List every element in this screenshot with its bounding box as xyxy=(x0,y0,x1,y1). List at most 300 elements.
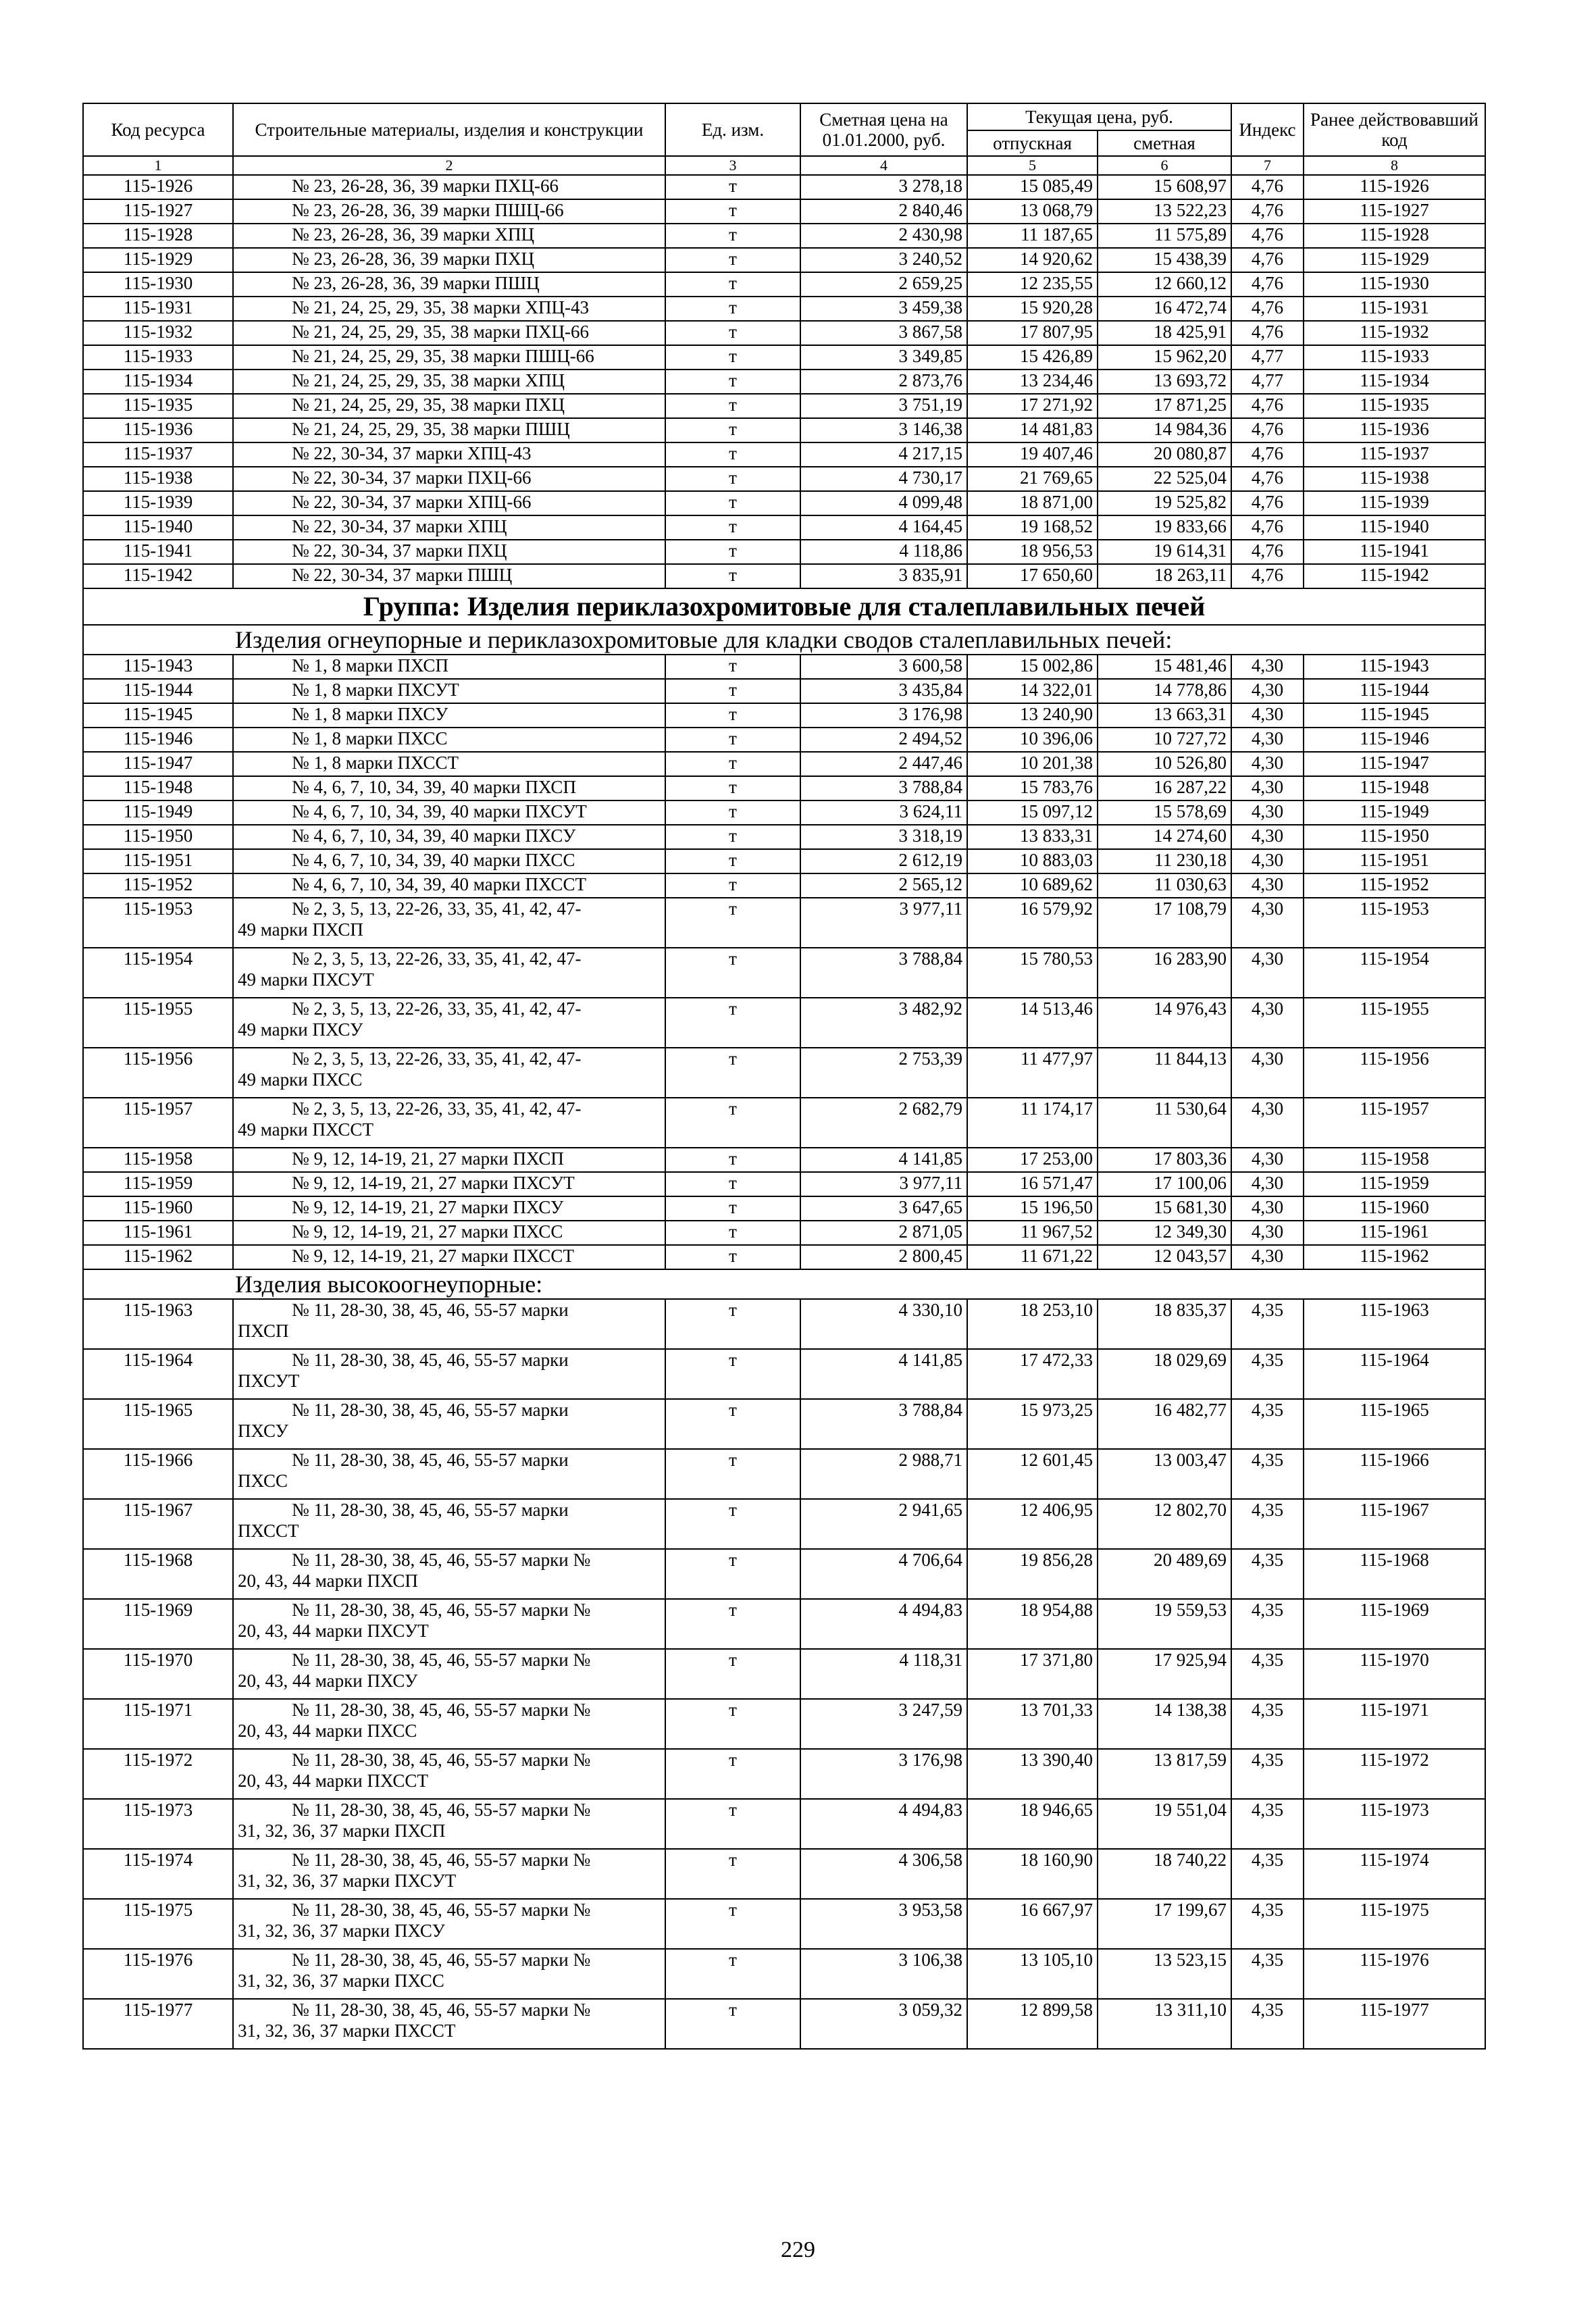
index-cell: 4,35 xyxy=(1231,1449,1304,1499)
table-row xyxy=(83,1196,1485,1221)
previous-code-cell: 115-1961 xyxy=(1304,1221,1485,1245)
release-price-cell: 15 426,89 xyxy=(967,345,1098,370)
material-name-cell xyxy=(233,491,665,515)
estimate-price-cell: 13 311,10 xyxy=(1098,1999,1231,2049)
index-cell: 4,76 xyxy=(1231,394,1304,418)
material-name-cell xyxy=(233,1349,665,1399)
material-name-line: № 22, 30-34, 37 марки ПХЦ xyxy=(292,540,507,561)
material-name-line: № 1, 8 марки ПХССТ xyxy=(292,753,459,773)
release-price-cell: 11 967,52 xyxy=(967,1221,1098,1245)
table-row xyxy=(83,175,1485,199)
material-name-continuation: ПХСП xyxy=(238,1321,289,1341)
column-number: 4 xyxy=(800,156,967,175)
resource-code-cell: 115-1935 xyxy=(83,394,233,418)
release-price-cell: 15 085,49 xyxy=(967,175,1098,199)
base-price-cell: 3 788,84 xyxy=(800,948,967,998)
unit-cell: т xyxy=(665,297,800,321)
material-name-line: № 11, 28-30, 38, 45, 46, 55-57 марки xyxy=(292,1400,569,1420)
section-high-refractory-rows xyxy=(83,1299,1485,2049)
base-price-cell: 4 330,10 xyxy=(800,1299,967,1349)
table-row xyxy=(83,1172,1485,1196)
release-price-cell: 13 833,31 xyxy=(967,825,1098,849)
material-name-cell xyxy=(233,1221,665,1245)
index-cell: 4,76 xyxy=(1231,540,1304,564)
unit-cell: т xyxy=(665,272,800,297)
material-name-line: № 22, 30-34, 37 марки ПШЦ xyxy=(292,565,513,585)
resource-code-cell: 115-1976 xyxy=(83,1949,233,1999)
release-price-cell: 13 240,90 xyxy=(967,703,1098,728)
previous-code-cell: 115-1943 xyxy=(1304,655,1485,679)
material-name-cell xyxy=(233,1048,665,1098)
estimate-price-cell: 14 778,86 xyxy=(1098,679,1231,703)
unit-cell: т xyxy=(665,1349,800,1399)
material-name-line: № 21, 24, 25, 29, 35, 38 марки ПШЦ xyxy=(292,419,570,439)
resource-code-cell: 115-1974 xyxy=(83,1849,233,1899)
material-name-cell xyxy=(233,394,665,418)
material-name-cell xyxy=(233,1245,665,1269)
index-cell: 4,77 xyxy=(1231,370,1304,394)
material-name-cell xyxy=(233,345,665,370)
base-price-cell: 3 482,92 xyxy=(800,998,967,1048)
header-release-price: отпускная xyxy=(967,130,1098,156)
material-name-cell xyxy=(233,199,665,224)
table-row xyxy=(83,199,1485,224)
material-name-continuation: 20, 43, 44 марки ПХСУ xyxy=(238,1671,418,1691)
unit-cell: т xyxy=(665,491,800,515)
previous-code-cell: 115-1941 xyxy=(1304,540,1485,564)
material-name-cell xyxy=(233,752,665,776)
resource-code-cell: 115-1977 xyxy=(83,1999,233,2049)
resource-code-cell: 115-1966 xyxy=(83,1449,233,1499)
estimate-price-cell: 18 029,69 xyxy=(1098,1349,1231,1399)
material-name-line: № 23, 26-28, 36, 39 марки ПШЦ-66 xyxy=(292,200,564,220)
material-name-line: № 23, 26-28, 36, 39 марки ПХЦ xyxy=(292,249,534,269)
table-row xyxy=(83,1699,1485,1749)
previous-code-cell: 115-1971 xyxy=(1304,1699,1485,1749)
index-cell: 4,76 xyxy=(1231,248,1304,272)
base-price-cell: 3 835,91 xyxy=(800,564,967,588)
unit-cell: т xyxy=(665,703,800,728)
base-price-cell: 2 565,12 xyxy=(800,873,967,898)
material-name-cell xyxy=(233,370,665,394)
resource-code-cell: 115-1939 xyxy=(83,491,233,515)
previous-code-cell: 115-1954 xyxy=(1304,948,1485,998)
material-name-cell xyxy=(233,1749,665,1799)
index-cell: 4,30 xyxy=(1231,703,1304,728)
unit-cell: т xyxy=(665,1048,800,1098)
material-name-cell xyxy=(233,1399,665,1449)
material-name-line: № 11, 28-30, 38, 45, 46, 55-57 марки № xyxy=(292,1600,591,1620)
material-name-line: № 1, 8 марки ПХСУ xyxy=(292,704,448,724)
material-name-line: № 11, 28-30, 38, 45, 46, 55-57 марки № xyxy=(292,1650,591,1670)
previous-code-cell: 115-1964 xyxy=(1304,1349,1485,1399)
material-name-cell xyxy=(233,1449,665,1499)
table-row xyxy=(83,1399,1485,1449)
index-cell: 4,76 xyxy=(1231,199,1304,224)
base-price-cell: 4 118,31 xyxy=(800,1649,967,1699)
estimate-price-cell: 14 976,43 xyxy=(1098,998,1231,1048)
table-row xyxy=(83,1749,1485,1799)
base-price-cell: 3 647,65 xyxy=(800,1196,967,1221)
unit-cell: т xyxy=(665,370,800,394)
index-cell: 4,30 xyxy=(1231,1098,1304,1148)
resource-code-cell: 115-1965 xyxy=(83,1399,233,1449)
release-price-cell: 17 271,92 xyxy=(967,394,1098,418)
estimate-price-cell: 10 526,80 xyxy=(1098,752,1231,776)
estimate-price-cell: 19 551,04 xyxy=(1098,1799,1231,1849)
material-name-line: № 21, 24, 25, 29, 35, 38 марки ПШЦ-66 xyxy=(292,346,594,366)
index-cell: 4,30 xyxy=(1231,728,1304,752)
material-name-cell xyxy=(233,800,665,825)
resource-code-cell: 115-1957 xyxy=(83,1098,233,1148)
release-price-cell: 17 807,95 xyxy=(967,321,1098,345)
resource-code-cell: 115-1952 xyxy=(83,873,233,898)
resource-code-cell: 115-1934 xyxy=(83,370,233,394)
material-name-line: № 11, 28-30, 38, 45, 46, 55-57 марки № xyxy=(292,1850,591,1870)
previous-code-cell: 115-1970 xyxy=(1304,1649,1485,1699)
material-name-line: № 22, 30-34, 37 марки ХПЦ-66 xyxy=(292,492,532,512)
release-price-cell: 15 196,50 xyxy=(967,1196,1098,1221)
previous-code-cell: 115-1972 xyxy=(1304,1749,1485,1799)
estimate-price-cell: 11 030,63 xyxy=(1098,873,1231,898)
material-name-line: № 9, 12, 14-19, 21, 27 марки ПХССТ xyxy=(292,1246,574,1266)
material-name-line: № 1, 8 марки ПХСУТ xyxy=(292,680,459,700)
index-cell: 4,30 xyxy=(1231,679,1304,703)
group-heading: Группа: Изделия периклазохромитовые для сталеплавильных печей xyxy=(83,588,1485,625)
material-name-cell xyxy=(233,1849,665,1899)
estimate-price-cell: 13 693,72 xyxy=(1098,370,1231,394)
previous-code-cell: 115-1936 xyxy=(1304,418,1485,442)
unit-cell: т xyxy=(665,1949,800,1999)
table-header xyxy=(83,103,1485,175)
column-number: 2 xyxy=(233,156,665,175)
estimate-price-cell: 15 578,69 xyxy=(1098,800,1231,825)
material-name-line: № 4, 6, 7, 10, 34, 39, 40 марки ПХСУТ xyxy=(292,801,587,821)
unit-cell: т xyxy=(665,1299,800,1349)
base-price-cell: 4 164,45 xyxy=(800,515,967,540)
material-name-line: № 11, 28-30, 38, 45, 46, 55-57 марки xyxy=(292,1450,569,1470)
subgroup-heading: Изделия высокоогнеупорные: xyxy=(83,1269,1485,1299)
unit-cell: т xyxy=(665,175,800,199)
previous-code-cell: 115-1933 xyxy=(1304,345,1485,370)
header-base-price: Сметная цена на 01.01.2000, руб. xyxy=(800,103,967,156)
unit-cell: т xyxy=(665,224,800,248)
material-name-cell xyxy=(233,776,665,800)
table-row xyxy=(83,1649,1485,1699)
release-price-cell: 18 871,00 xyxy=(967,491,1098,515)
material-name-continuation: 20, 43, 44 марки ПХСС xyxy=(238,1721,417,1741)
resource-code-cell: 115-1954 xyxy=(83,948,233,998)
release-price-cell: 15 780,53 xyxy=(967,948,1098,998)
unit-cell: т xyxy=(665,800,800,825)
resource-code-cell: 115-1955 xyxy=(83,998,233,1048)
base-price-cell: 4 099,48 xyxy=(800,491,967,515)
resource-code-cell: 115-1943 xyxy=(83,655,233,679)
previous-code-cell: 115-1957 xyxy=(1304,1098,1485,1148)
index-cell: 4,35 xyxy=(1231,1599,1304,1649)
column-number: 1 xyxy=(83,156,233,175)
material-name-line: № 11, 28-30, 38, 45, 46, 55-57 марки № xyxy=(292,1700,591,1720)
column-number: 6 xyxy=(1098,156,1231,175)
material-name-line: № 2, 3, 5, 13, 22-26, 33, 35, 41, 42, 47- xyxy=(292,948,582,969)
base-price-cell: 2 873,76 xyxy=(800,370,967,394)
previous-code-cell: 115-1948 xyxy=(1304,776,1485,800)
base-price-cell: 3 600,58 xyxy=(800,655,967,679)
material-name-continuation: ПХСУТ xyxy=(238,1371,300,1391)
unit-cell: т xyxy=(665,849,800,873)
unit-cell: т xyxy=(665,1098,800,1148)
table-row xyxy=(83,491,1485,515)
base-price-cell: 2 494,52 xyxy=(800,728,967,752)
material-name-continuation: ПХСУ xyxy=(238,1421,288,1441)
index-cell: 4,76 xyxy=(1231,515,1304,540)
material-name-cell xyxy=(233,1196,665,1221)
resource-code-cell: 115-1927 xyxy=(83,199,233,224)
unit-cell: т xyxy=(665,752,800,776)
base-price-cell: 4 494,83 xyxy=(800,1799,967,1849)
estimate-price-cell: 14 138,38 xyxy=(1098,1699,1231,1749)
estimate-price-cell: 14 984,36 xyxy=(1098,418,1231,442)
index-cell: 4,35 xyxy=(1231,1549,1304,1599)
unit-cell: т xyxy=(665,1499,800,1549)
previous-code-cell: 115-1956 xyxy=(1304,1048,1485,1098)
base-price-cell: 4 141,85 xyxy=(800,1349,967,1399)
column-number-row xyxy=(83,156,1485,175)
estimate-price-cell: 17 803,36 xyxy=(1098,1148,1231,1172)
previous-code-cell: 115-1955 xyxy=(1304,998,1485,1048)
resource-code-cell: 115-1972 xyxy=(83,1749,233,1799)
base-price-cell: 4 494,83 xyxy=(800,1599,967,1649)
unit-cell: т xyxy=(665,394,800,418)
base-price-cell: 2 871,05 xyxy=(800,1221,967,1245)
release-price-cell: 10 883,03 xyxy=(967,849,1098,873)
base-price-cell: 2 840,46 xyxy=(800,199,967,224)
previous-code-cell: 115-1967 xyxy=(1304,1499,1485,1549)
estimate-price-cell: 12 043,57 xyxy=(1098,1245,1231,1269)
index-cell: 4,35 xyxy=(1231,1799,1304,1849)
release-price-cell: 14 513,46 xyxy=(967,998,1098,1048)
material-name-line: № 4, 6, 7, 10, 34, 39, 40 марки ПХСП xyxy=(292,777,576,797)
base-price-cell: 2 988,71 xyxy=(800,1449,967,1499)
material-name-line: № 23, 26-28, 36, 39 марки ХПЦ xyxy=(292,224,534,245)
unit-cell: т xyxy=(665,898,800,948)
previous-code-cell: 115-1930 xyxy=(1304,272,1485,297)
estimate-price-cell: 13 003,47 xyxy=(1098,1449,1231,1499)
estimate-price-cell: 17 100,06 xyxy=(1098,1172,1231,1196)
index-cell: 4,30 xyxy=(1231,752,1304,776)
estimate-price-cell: 18 425,91 xyxy=(1098,321,1231,345)
resource-code-cell: 115-1932 xyxy=(83,321,233,345)
material-name-line: № 21, 24, 25, 29, 35, 38 марки ХПЦ xyxy=(292,370,565,390)
material-name-line: № 9, 12, 14-19, 21, 27 марки ПХСУТ xyxy=(292,1173,575,1193)
table-row xyxy=(83,564,1485,588)
estimate-price-cell: 17 925,94 xyxy=(1098,1649,1231,1699)
table-row xyxy=(83,948,1485,998)
unit-cell: т xyxy=(665,1899,800,1949)
material-name-line: № 11, 28-30, 38, 45, 46, 55-57 марки № xyxy=(292,1900,591,1920)
estimate-price-cell: 15 481,46 xyxy=(1098,655,1231,679)
release-price-cell: 11 187,65 xyxy=(967,224,1098,248)
material-name-cell xyxy=(233,1899,665,1949)
subgroup-2-section xyxy=(83,1269,1485,1299)
previous-code-cell: 115-1966 xyxy=(1304,1449,1485,1499)
header-resource-code: Код ресурса xyxy=(83,103,233,156)
table-row xyxy=(83,1799,1485,1849)
index-cell: 4,30 xyxy=(1231,1196,1304,1221)
material-name-line: № 11, 28-30, 38, 45, 46, 55-57 марки xyxy=(292,1500,569,1520)
base-price-cell: 2 659,25 xyxy=(800,272,967,297)
estimate-price-cell: 11 230,18 xyxy=(1098,849,1231,873)
table-row xyxy=(83,1849,1485,1899)
base-price-cell: 2 612,19 xyxy=(800,849,967,873)
release-price-cell: 17 650,60 xyxy=(967,564,1098,588)
table-row xyxy=(83,728,1485,752)
resource-code-cell: 115-1930 xyxy=(83,272,233,297)
base-price-cell: 2 800,45 xyxy=(800,1245,967,1269)
base-price-cell: 2 941,65 xyxy=(800,1499,967,1549)
unit-cell: т xyxy=(665,540,800,564)
section-vault-rows xyxy=(83,655,1485,1269)
material-name-continuation: 20, 43, 44 марки ПХСП xyxy=(238,1571,418,1591)
release-price-cell: 14 481,83 xyxy=(967,418,1098,442)
table-row xyxy=(83,321,1485,345)
resource-code-cell: 115-1944 xyxy=(83,679,233,703)
base-price-cell: 4 141,85 xyxy=(800,1148,967,1172)
resource-code-cell: 115-1929 xyxy=(83,248,233,272)
index-cell: 4,76 xyxy=(1231,297,1304,321)
resource-code-cell: 115-1926 xyxy=(83,175,233,199)
resource-code-cell: 115-1942 xyxy=(83,564,233,588)
release-price-cell: 11 477,97 xyxy=(967,1048,1098,1098)
table-row xyxy=(83,418,1485,442)
estimate-price-cell: 13 522,23 xyxy=(1098,199,1231,224)
estimate-price-cell: 11 575,89 xyxy=(1098,224,1231,248)
index-cell: 4,30 xyxy=(1231,776,1304,800)
index-cell: 4,35 xyxy=(1231,1949,1304,1999)
previous-code-cell: 115-1929 xyxy=(1304,248,1485,272)
estimate-price-cell: 16 472,74 xyxy=(1098,297,1231,321)
material-name-line: № 9, 12, 14-19, 21, 27 марки ПХСС xyxy=(292,1221,563,1242)
index-cell: 4,76 xyxy=(1231,418,1304,442)
table-row xyxy=(83,825,1485,849)
table-row xyxy=(83,540,1485,564)
release-price-cell: 18 253,10 xyxy=(967,1299,1098,1349)
estimate-price-cell: 20 489,69 xyxy=(1098,1549,1231,1599)
estimate-price-cell: 19 559,53 xyxy=(1098,1599,1231,1649)
table-row xyxy=(83,394,1485,418)
previous-code-cell: 115-1952 xyxy=(1304,873,1485,898)
index-cell: 4,30 xyxy=(1231,1172,1304,1196)
base-price-cell: 3 624,11 xyxy=(800,800,967,825)
estimate-price-cell: 15 962,20 xyxy=(1098,345,1231,370)
material-name-cell xyxy=(233,1499,665,1549)
resource-code-cell: 115-1931 xyxy=(83,297,233,321)
base-price-cell: 3 059,32 xyxy=(800,1999,967,2049)
estimate-price-cell: 12 349,30 xyxy=(1098,1221,1231,1245)
index-cell: 4,76 xyxy=(1231,224,1304,248)
material-name-line: № 23, 26-28, 36, 39 марки ПХЦ-66 xyxy=(292,176,559,196)
material-name-line: № 2, 3, 5, 13, 22-26, 33, 35, 41, 42, 47- xyxy=(292,1048,582,1069)
release-price-cell: 13 105,10 xyxy=(967,1949,1098,1999)
estimate-price-cell: 11 530,64 xyxy=(1098,1098,1231,1148)
index-cell: 4,30 xyxy=(1231,998,1304,1048)
estimate-price-cell: 16 287,22 xyxy=(1098,776,1231,800)
material-name-cell xyxy=(233,849,665,873)
resource-code-cell: 115-1938 xyxy=(83,467,233,491)
table-row xyxy=(83,1148,1485,1172)
table-row xyxy=(83,1999,1485,2049)
unit-cell: т xyxy=(665,1599,800,1649)
previous-code-cell: 115-1926 xyxy=(1304,175,1485,199)
unit-cell: т xyxy=(665,998,800,1048)
previous-code-cell: 115-1965 xyxy=(1304,1399,1485,1449)
previous-code-cell: 115-1942 xyxy=(1304,564,1485,588)
previous-code-cell: 115-1951 xyxy=(1304,849,1485,873)
release-price-cell: 17 472,33 xyxy=(967,1349,1098,1399)
estimate-price-cell: 12 660,12 xyxy=(1098,272,1231,297)
table-row xyxy=(83,1245,1485,1269)
column-number: 5 xyxy=(967,156,1098,175)
unit-cell: т xyxy=(665,825,800,849)
index-cell: 4,35 xyxy=(1231,1349,1304,1399)
table-row xyxy=(83,655,1485,679)
material-name-cell xyxy=(233,175,665,199)
material-name-line: № 11, 28-30, 38, 45, 46, 55-57 марки № xyxy=(292,1800,591,1820)
table-row xyxy=(83,998,1485,1048)
material-name-cell xyxy=(233,948,665,998)
release-price-cell: 12 406,95 xyxy=(967,1499,1098,1549)
material-name-line: № 21, 24, 25, 29, 35, 38 марки ПХЦ xyxy=(292,395,565,415)
release-price-cell: 13 068,79 xyxy=(967,199,1098,224)
resource-code-cell: 115-1963 xyxy=(83,1299,233,1349)
estimate-price-cell: 11 844,13 xyxy=(1098,1048,1231,1098)
material-name-line: № 11, 28-30, 38, 45, 46, 55-57 марки № xyxy=(292,1550,591,1570)
table-row xyxy=(83,1449,1485,1499)
unit-cell: т xyxy=(665,1172,800,1196)
release-price-cell: 13 701,33 xyxy=(967,1699,1098,1749)
unit-cell: т xyxy=(665,345,800,370)
index-cell: 4,30 xyxy=(1231,800,1304,825)
table-row xyxy=(83,1549,1485,1599)
table-row xyxy=(83,752,1485,776)
resource-code-cell: 115-1933 xyxy=(83,345,233,370)
release-price-cell: 11 174,17 xyxy=(967,1098,1098,1148)
material-name-continuation: 31, 32, 36, 37 марки ПХСУ xyxy=(238,1921,445,1941)
index-cell: 4,76 xyxy=(1231,491,1304,515)
base-price-cell: 3 788,84 xyxy=(800,1399,967,1449)
material-name-continuation: 49 марки ПХСУ xyxy=(238,1019,363,1040)
release-price-cell: 19 856,28 xyxy=(967,1549,1098,1599)
table-row xyxy=(83,679,1485,703)
resource-code-cell: 115-1970 xyxy=(83,1649,233,1699)
material-name-line: № 4, 6, 7, 10, 34, 39, 40 марки ПХССТ xyxy=(292,874,586,894)
table-row xyxy=(83,515,1485,540)
base-price-cell: 3 106,38 xyxy=(800,1949,967,1999)
previous-code-cell: 115-1946 xyxy=(1304,728,1485,752)
index-cell: 4,35 xyxy=(1231,1849,1304,1899)
unit-cell: т xyxy=(665,321,800,345)
base-price-cell: 4 306,58 xyxy=(800,1849,967,1899)
table-row xyxy=(83,1949,1485,1999)
unit-cell: т xyxy=(665,1649,800,1699)
estimate-price-cell: 15 608,97 xyxy=(1098,175,1231,199)
index-cell: 4,30 xyxy=(1231,898,1304,948)
material-name-continuation: 31, 32, 36, 37 марки ПХСС xyxy=(238,1971,444,1991)
header-index: Индекс xyxy=(1231,103,1304,156)
table-row xyxy=(83,1098,1485,1148)
index-cell: 4,30 xyxy=(1231,1221,1304,1245)
material-name-line: № 11, 28-30, 38, 45, 46, 55-57 марки xyxy=(292,1300,569,1320)
